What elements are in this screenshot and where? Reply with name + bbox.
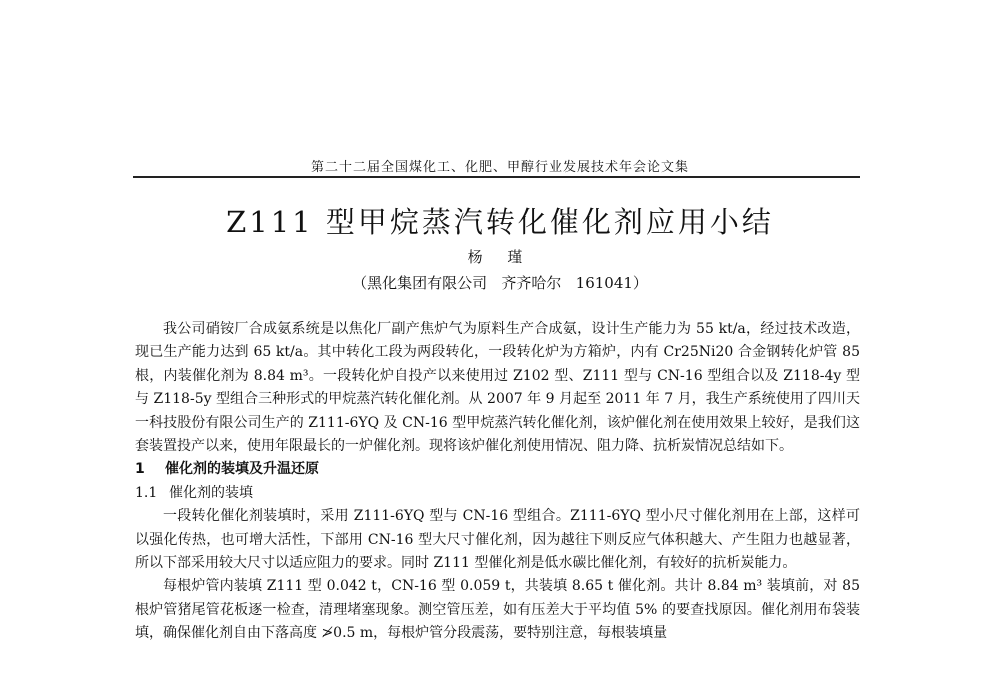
section-title: 催化剂的装填及升温还原	[165, 461, 319, 478]
running-head: 第二十二届全国煤化工、化肥、甲醇行业发展技术年会论文集	[310, 160, 689, 175]
header-rule	[133, 176, 860, 178]
author-affiliation: （黑化集团有限公司 齐齐哈尔 161041）	[352, 274, 648, 292]
intro-paragraph: 我公司硝铵厂合成氨系统是以焦化厂副产焦炉气为原料生产合成氨，设计生产能力为 55 kt/a，经过技术改造，现已生产能力达到 65 kt/a。其中转化工段为两段转化，一段转化炉为方箱炉，内有 Cr25Ni20 合金钢转化炉管 85 根，内装催化剂为 8.84 m³。一段转化炉自投产以来使用过 Z102 型、Z111 型与 CN-16 型组合以及 Z118-4y 型与 Z118-5y 型组合三种形式的甲烷蒸汽转化催化剂。从 2007 年 9 月起至 2011 年 7 月，我生产系统使用了四川天一科技股份有限公司生产的 Z111-6YQ 及 CN-16 型甲烷蒸汽转化催化剂，该炉催化剂在使用效果上较好，是我们这套装置投产以来，使用年限最长的一炉催化剂。现将该炉催化剂使用情况、阻力降、抗析炭情况总结如下。	[135, 321, 860, 455]
author-name: 杨 瑾	[467, 248, 533, 266]
subsection-title: 催化剂的装填	[169, 484, 253, 501]
body-paragraph-1: 一段转化催化剂装填时，采用 Z111-6YQ 型与 CN-16 型组合。Z111-6YQ 型小尺寸催化剂用在上部，这样可以强化传热，也可增大活性，下部用 CN-16 型大尺寸催化剂，因为越往下则反应气体积越大、产生阻力也越显著，所以下部采用较大尺寸以适应阻力的要求。同时 Z111 型催化剂是低水碳比催化剂，有较好的抗析炭能力。	[135, 508, 860, 572]
paper-title: Z111 型甲烷蒸汽转化催化剂应用小结	[226, 205, 774, 239]
subsection-heading-1-1	[135, 482, 860, 505]
section-number: 1	[135, 461, 145, 478]
body-paragraph-2: 每根炉管内装填 Z111 型 0.042 t，CN-16 型 0.059 t，共装填 8.65 t 催化剂。共计 8.84 m³ 装填前，对 85 根炉管猪尾管花板逐一检查，清理堵塞现象。测空管压差，如有压差大于平均值 5% 的要查找原因。催化剂用布袋装填，确保催化剂自由下落高度 ≯0.5 m，每根炉管分段震荡，要特别注意，每根装填量	[135, 578, 860, 642]
subsection-number: 1.1	[135, 484, 158, 501]
section-heading-1	[135, 458, 860, 481]
paper-body	[135, 318, 860, 646]
